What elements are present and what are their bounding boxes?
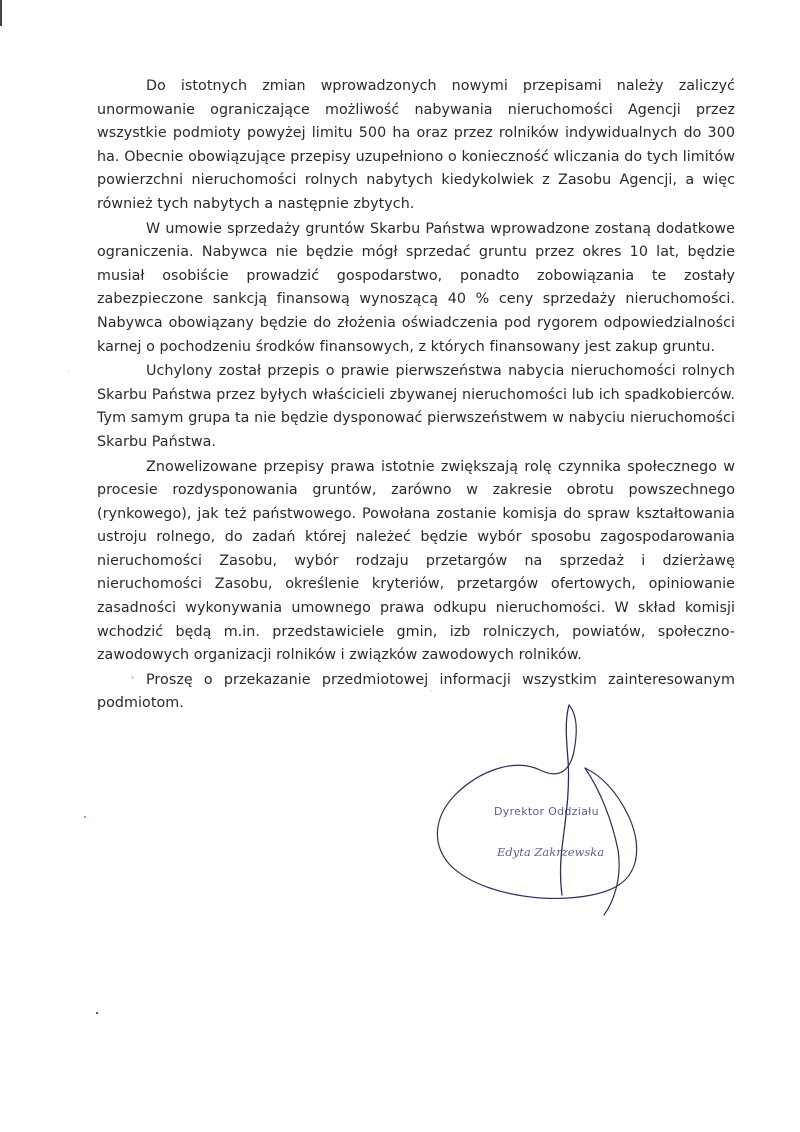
scan-speck — [430, 690, 432, 692]
paragraph-2: W umowie sprzedaży gruntów Skarbu Państwa wprowadzone zostaną dodatkowe ograniczenia. Nabywca nie będzie mógł sprzedać gruntu przez okres 10 lat, będzie musiał osobiście prowadzić gospodarstwo, ponadto zobowiązania te zostały zabezpieczone sankcją finansową wynoszącą 40 % ceny sprzedaży nieruchomości. Nabywca obowiązany będzie do złożenia oświadczenia pod rygorem odpowiedzialności karnej o pochodzeniu środków finansowych, z których finansowany jest zakup gruntu. — [97, 220, 735, 355]
page-edge-mark — [0, 0, 2, 26]
scan-speck — [96, 1012, 98, 1014]
letter-body — [97, 75, 735, 716]
paragraph-3: Uchylony został przepis o prawie pierwszeństwa nabycia nieruchomości rolnych Skarbu Państwa przez byłych właścicieli zbywanej nieruchomości lub ich spadkobierców. Tym samym grupa ta nie będzie dysponować pierwszeństwem w nabyciu nieruchomości Skarbu Państwa. — [97, 363, 735, 450]
paragraph-1: Do istotnych zmian wprowadzonych nowymi przepisami należy zaliczyć unormowanie ograniczające możliwość nabywania nieruchomości Agencji przez wszystkie podmioty powyżej limitu 500 ha oraz przez rolników indywidualnych do 300 ha. Obecnie obowiązujące przepisy uzupełniono o konieczność wliczania do tych limitów powierzchni nieruchomości rolnych nabytych kiedykolwiek z Zasobu Agencji, a więc również tych nabytych a następnie zbytych. — [97, 78, 735, 212]
scan-speck — [68, 370, 70, 372]
scan-speck — [84, 816, 86, 818]
stamp-name: Edyta Zakrzewska — [497, 845, 605, 859]
paragraph-5: Proszę o przekazanie przedmiotowej informacji wszystkim zainteresowanym podmiotom. — [97, 671, 735, 712]
paragraph-4: Znowelizowane przepisy prawa istotnie zwiększają rolę czynnika społecznego w procesie rozdysponowania gruntów, zarówno w zakresie obrotu powszechnego (rynkowego), jak też państwowego. Powołana zostanie komisja do spraw kształtowania ustroju rolnego, do zadań której należeć będzie wybór sposobu zagospodarowania nieruchomości Zasobu, wybór rodzaju przetargów na sprzedaż i dzierżawę nieruchomości Zasobu, określenie kryteriów, przetargów ofertowych, opiniowanie zasadności wykonywania umownego prawa odkupu nieruchomości. W skład komisji wchodzić będą m.in. przedstawiciele gmin, izb rolniczych, powiatów, społeczno-zawodowych organizacji rolników i związków zawodowych rolników. — [97, 458, 735, 664]
scan-speck — [131, 676, 134, 679]
stamp-title: Dyrektor Oddziału — [494, 805, 599, 818]
